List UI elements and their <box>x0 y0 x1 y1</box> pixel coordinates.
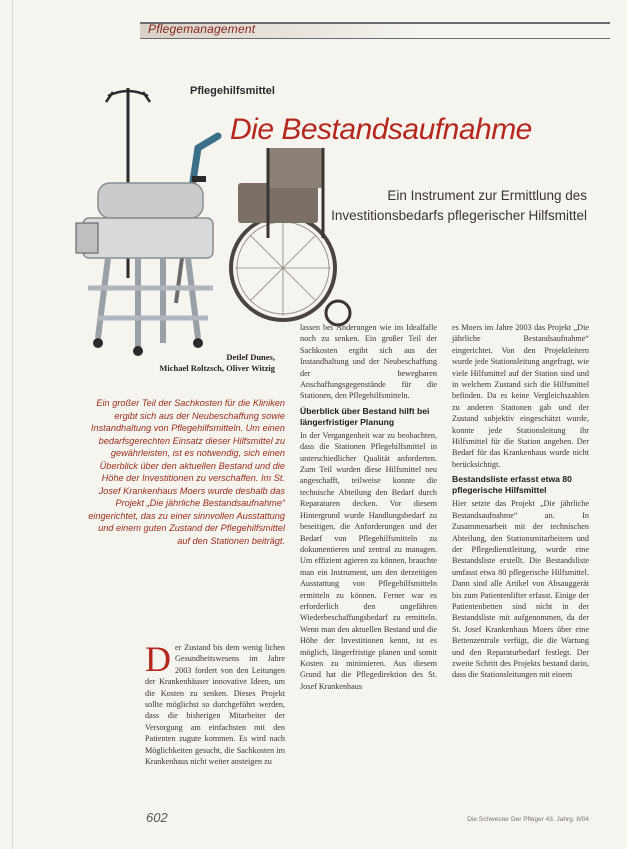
page-number: 602 <box>146 810 168 825</box>
body-text: In der Vergangenheit war zu beobachten, dass die Stationen Pflegehilfsmittel in unterschiedlicher Qualität anforderten. Zum Teil wurden diese Hilfsmittel neu angeschafft, teilweise konnte die technische Abteilung den Bedarf durch Reparaturen decken. Vor diesem Hintergrund wurde Handlungsbedarf zu beseitigen, die Anforderungen und der Bedarf von Pflegehilfsmitteln zu dokumentieren und zentral zu managen. Um effizient agieren zu können, brauchte man ein Instrument, um den derzeitigen Ausstattung von Pflegehilfsmitteln ermitteln zu können. Ferner war es erforderlich den ungefähren Wiederbeschaffungsbedarf zu ermitteln. Wenn man den aktuellen Bestand und die Höhe der Investitionen kennt, ist es möglich, längerfristige planen und somit Kosten zu minimieren. Aus diesem Grund hat die Pflegedirektion des St. Josef Krankenhaus <box>300 430 437 691</box>
body-column-1 <box>145 639 285 767</box>
body-subheading: Überblick über Bestand hilft bei längerfristiger Planung <box>300 405 430 427</box>
wheelchair-illustration <box>231 148 350 325</box>
author-line: Michael Roltzsch, Oliver Witzig <box>159 363 275 373</box>
body-text: es Moers im Jahre 2003 das Projekt „Die jährliche Bestandsaufnahme“ eingerichtet. Von den Projektleitern wurde jede Stationsleitung angefragt, wie viele Hilfsmittel auf der Station sind und in welchem Zustand sich die Hilfsmittel befinden. Da es keine Vergleichszahlen zu anderen Stationen gab und der Zustand subjektiv eingeschätzt wurde, konnte jede Stationsleitung ihr Hilfsmittel für die Station angeben. Der Bedarf für das Krankenhaus wurde nicht berücksichtigt. <box>452 323 589 469</box>
body-text: lassen bei Änderungen wie im Idealfalle noch zu senken. Ein großer Teil der Sachkosten ergibt sich aus der Instandhaltung und der Neubeschaffung der bewegbaren Anschaffungsgegenstände für die Stationen, den Pflegehilfsmitteln. <box>300 323 437 401</box>
article-authors <box>150 352 275 374</box>
body-column-3 <box>452 322 589 681</box>
drop-cap: D <box>145 639 171 679</box>
author-line: Detlef Dunes, <box>226 352 275 362</box>
body-text: er Zustand bis dem wenig lichen Gesundheitswesens im Jahre 2003 fordert von den Leitungen der Krankenhäuser innovative Ideen, um die Kosten zu senken. Dieses Projekt sollte möglichst so durchgeführt werden, dass die bisherigen Mitarbeiter der Versorgung am einfachsten mit den Patienten zugute kommen. Es wird nach Möglichkeiten gesucht, die Sachkosten im Krankenhaus nicht weiter ansteigen zu <box>145 643 285 767</box>
body-subheading: Bestandsliste erfasst etwa 80 pflegerische Hilfsmittel <box>452 474 572 496</box>
section-label: Pflegemanagement <box>148 22 256 36</box>
article-kicker: Pflegehilfsmittel <box>190 85 275 97</box>
article-subtitle: Ein Instrument zur Ermittlung des Investitionsbedarfs pflegerischer Hilfsmittel <box>331 188 587 223</box>
journal-reference: Die Schwester Der Pfleger 43. Jahrg. 8/04 <box>467 816 589 823</box>
shower-chair-illustration <box>76 183 213 356</box>
article-lead: Ein großer Teil der Sachkosten für die Kliniken ergibt sich aus der Neubeschaffung sowie Instandhaltung von Pflegehilfsmitteln. Um einen bedarfsgerechten Einsatz dieser Hilfsmittel zu gewährleisten, ist es notwendig, sich einen Überblick über den aktuellen Bestand und die Höhe der Investitionen zu verschaffen. Im St. Josef Krankenhaus Moers wurde deshalb das Projekt „Die jährliche Bestandsaufnahme“ eingerichtet, das zu einer sinnvollen Ausstattung und einem guten Zustand der Pflegehilfsmittel auf den Stationen beiträgt. <box>88 398 285 546</box>
page-gutter <box>12 0 13 849</box>
body-column-2 <box>300 322 437 692</box>
body-text: Hier setzte das Projekt „Die jährliche Bestandsaufnahme“ an. In Zusammenarbeit mit der technischen Abteilung, den Stationsmitarbeitern und der Pflegedienstleitung, wurde eine Bestandsliste erstellt. Die Bestandsliste umfasst etwa 80 pflegerische Hilfsmittel. Dann sind alle Artikel von Absauggerät bis zum Patientenlifter erfasst. Einige der Patientenbetten sind nicht in der Bestandsliste mit aufgenommen, da der St. Josef Krankenhaus Moers über eine Bettenzentrale verfügt, die die Wartung und den Reparaturbedarf festlegt. Der zweite Schritt des Projekts bestand darin, dass die Stationsleitungen mit einem <box>452 499 589 680</box>
article-title: Die Bestandsaufnahme <box>230 113 532 146</box>
